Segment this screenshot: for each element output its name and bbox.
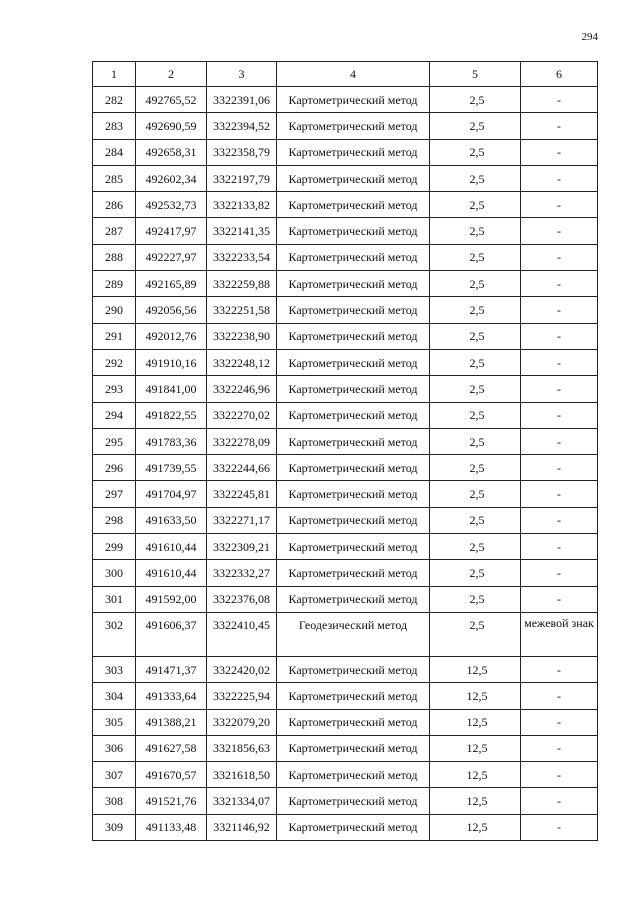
y-coordinate-cell: 3322248,12 xyxy=(207,349,277,375)
y-coordinate-cell: 3322133,82 xyxy=(207,192,277,218)
boundary-mark-cell: - xyxy=(521,244,598,270)
table-row xyxy=(93,139,598,165)
point-number-cell: 283 xyxy=(93,113,136,139)
table-row xyxy=(93,656,598,682)
table-row xyxy=(93,560,598,586)
table-row xyxy=(93,735,598,761)
x-coordinate-cell: 491704,97 xyxy=(136,481,207,507)
point-number-cell: 292 xyxy=(93,349,136,375)
x-coordinate-cell: 491610,44 xyxy=(136,534,207,560)
y-coordinate-cell: 3322245,81 xyxy=(207,481,277,507)
method-cell: Картометрический метод xyxy=(277,297,430,323)
x-coordinate-cell: 491521,76 xyxy=(136,788,207,814)
table-row xyxy=(93,113,598,139)
boundary-mark-cell: - xyxy=(521,87,598,113)
accuracy-cell: 2,5 xyxy=(430,481,521,507)
x-coordinate-cell: 491333,64 xyxy=(136,683,207,709)
accuracy-cell: 12,5 xyxy=(430,709,521,735)
method-cell: Картометрический метод xyxy=(277,87,430,113)
x-coordinate-cell: 492658,31 xyxy=(136,139,207,165)
boundary-mark-cell: - xyxy=(521,271,598,297)
accuracy-cell: 2,5 xyxy=(430,560,521,586)
table-row xyxy=(93,788,598,814)
y-coordinate-cell: 3322358,79 xyxy=(207,139,277,165)
y-coordinate-cell: 3322238,90 xyxy=(207,323,277,349)
method-cell: Картометрический метод xyxy=(277,165,430,191)
method-cell: Картометрический метод xyxy=(277,376,430,402)
point-number-cell: 299 xyxy=(93,534,136,560)
point-number-cell: 308 xyxy=(93,788,136,814)
boundary-mark-cell: - xyxy=(521,297,598,323)
point-number-cell: 293 xyxy=(93,376,136,402)
method-cell: Картометрический метод xyxy=(277,455,430,481)
x-coordinate-cell: 491471,37 xyxy=(136,656,207,682)
table-row xyxy=(93,455,598,481)
boundary-mark-cell: - xyxy=(521,534,598,560)
y-coordinate-cell: 3321334,07 xyxy=(207,788,277,814)
table-body xyxy=(93,87,598,841)
point-number-cell: 305 xyxy=(93,709,136,735)
method-cell: Картометрический метод xyxy=(277,560,430,586)
point-number-cell: 302 xyxy=(93,612,136,656)
x-coordinate-cell: 491670,57 xyxy=(136,762,207,788)
y-coordinate-cell: 3322394,52 xyxy=(207,113,277,139)
accuracy-cell: 2,5 xyxy=(430,376,521,402)
table-row xyxy=(93,762,598,788)
point-number-cell: 288 xyxy=(93,244,136,270)
method-cell: Картометрический метод xyxy=(277,788,430,814)
x-coordinate-cell: 491783,36 xyxy=(136,428,207,454)
method-cell: Картометрический метод xyxy=(277,349,430,375)
accuracy-cell: 12,5 xyxy=(430,683,521,709)
point-number-cell: 298 xyxy=(93,507,136,533)
table-row xyxy=(93,814,598,840)
point-number-cell: 290 xyxy=(93,297,136,323)
accuracy-cell: 2,5 xyxy=(430,271,521,297)
method-cell: Картометрический метод xyxy=(277,218,430,244)
boundary-mark-cell: - xyxy=(521,323,598,349)
boundary-mark-cell: - xyxy=(521,735,598,761)
table-row xyxy=(93,402,598,428)
method-cell: Картометрический метод xyxy=(277,683,430,709)
table-row xyxy=(93,244,598,270)
point-number-cell: 307 xyxy=(93,762,136,788)
point-number-cell: 304 xyxy=(93,683,136,709)
point-number-cell: 300 xyxy=(93,560,136,586)
method-cell: Картометрический метод xyxy=(277,323,430,349)
y-coordinate-cell: 3322259,88 xyxy=(207,271,277,297)
x-coordinate-cell: 492690,59 xyxy=(136,113,207,139)
boundary-mark-cell: - xyxy=(521,507,598,533)
accuracy-cell: 2,5 xyxy=(430,534,521,560)
accuracy-cell: 12,5 xyxy=(430,735,521,761)
accuracy-cell: 2,5 xyxy=(430,297,521,323)
x-coordinate-cell: 491739,55 xyxy=(136,455,207,481)
boundary-mark-cell: - xyxy=(521,560,598,586)
page-number: 294 xyxy=(581,31,598,43)
table-row xyxy=(93,507,598,533)
column-header: 2 xyxy=(136,62,207,87)
method-cell: Картометрический метод xyxy=(277,586,430,612)
point-number-cell: 291 xyxy=(93,323,136,349)
y-coordinate-cell: 3322410,45 xyxy=(207,612,277,656)
x-coordinate-cell: 491633,50 xyxy=(136,507,207,533)
method-cell: Картометрический метод xyxy=(277,709,430,735)
x-coordinate-cell: 492056,56 xyxy=(136,297,207,323)
point-number-cell: 303 xyxy=(93,656,136,682)
accuracy-cell: 12,5 xyxy=(430,656,521,682)
x-coordinate-cell: 491606,37 xyxy=(136,612,207,656)
boundary-mark-cell: - xyxy=(521,586,598,612)
boundary-mark-cell: - xyxy=(521,165,598,191)
method-cell: Картометрический метод xyxy=(277,814,430,840)
accuracy-cell: 2,5 xyxy=(430,455,521,481)
accuracy-cell: 2,5 xyxy=(430,612,521,656)
accuracy-cell: 2,5 xyxy=(430,349,521,375)
method-cell: Картометрический метод xyxy=(277,656,430,682)
y-coordinate-cell: 3321146,92 xyxy=(207,814,277,840)
table-row xyxy=(93,683,598,709)
table-row xyxy=(93,297,598,323)
x-coordinate-cell: 492165,89 xyxy=(136,271,207,297)
boundary-mark-cell: - xyxy=(521,402,598,428)
boundary-mark-cell: - xyxy=(521,349,598,375)
point-number-cell: 309 xyxy=(93,814,136,840)
x-coordinate-cell: 491610,44 xyxy=(136,560,207,586)
point-number-cell: 297 xyxy=(93,481,136,507)
column-header: 4 xyxy=(277,62,430,87)
table-row xyxy=(93,165,598,191)
x-coordinate-cell: 491133,48 xyxy=(136,814,207,840)
column-header: 6 xyxy=(521,62,598,87)
table-row xyxy=(93,376,598,402)
table-header-row xyxy=(93,62,598,87)
x-coordinate-cell: 492227,97 xyxy=(136,244,207,270)
accuracy-cell: 2,5 xyxy=(430,139,521,165)
x-coordinate-cell: 491592,00 xyxy=(136,586,207,612)
boundary-mark-cell: - xyxy=(521,683,598,709)
point-number-cell: 285 xyxy=(93,165,136,191)
method-cell: Картометрический метод xyxy=(277,735,430,761)
x-coordinate-cell: 491627,58 xyxy=(136,735,207,761)
table-row xyxy=(93,271,598,297)
boundary-mark-cell: - xyxy=(521,455,598,481)
accuracy-cell: 2,5 xyxy=(430,586,521,612)
method-cell: Картометрический метод xyxy=(277,139,430,165)
accuracy-cell: 2,5 xyxy=(430,244,521,270)
boundary-mark-cell: - xyxy=(521,113,598,139)
accuracy-cell: 2,5 xyxy=(430,165,521,191)
x-coordinate-cell: 491388,21 xyxy=(136,709,207,735)
point-number-cell: 286 xyxy=(93,192,136,218)
y-coordinate-cell: 3322079,20 xyxy=(207,709,277,735)
y-coordinate-cell: 3322391,06 xyxy=(207,87,277,113)
method-cell: Картометрический метод xyxy=(277,192,430,218)
method-cell: Картометрический метод xyxy=(277,534,430,560)
column-header: 3 xyxy=(207,62,277,87)
point-number-cell: 301 xyxy=(93,586,136,612)
y-coordinate-cell: 3322251,58 xyxy=(207,297,277,323)
y-coordinate-cell: 3322271,17 xyxy=(207,507,277,533)
method-cell: Картометрический метод xyxy=(277,762,430,788)
y-coordinate-cell: 3322225,94 xyxy=(207,683,277,709)
method-cell: Картометрический метод xyxy=(277,113,430,139)
accuracy-cell: 2,5 xyxy=(430,87,521,113)
method-cell: Картометрический метод xyxy=(277,481,430,507)
y-coordinate-cell: 3322270,02 xyxy=(207,402,277,428)
accuracy-cell: 2,5 xyxy=(430,113,521,139)
method-cell: Картометрический метод xyxy=(277,428,430,454)
table-row xyxy=(93,349,598,375)
boundary-mark-cell: - xyxy=(521,788,598,814)
method-cell: Картометрический метод xyxy=(277,402,430,428)
table-row xyxy=(93,428,598,454)
y-coordinate-cell: 3321618,50 xyxy=(207,762,277,788)
accuracy-cell: 2,5 xyxy=(430,402,521,428)
boundary-mark-cell: - xyxy=(521,481,598,507)
y-coordinate-cell: 3322141,35 xyxy=(207,218,277,244)
method-cell: Картометрический метод xyxy=(277,244,430,270)
x-coordinate-cell: 491822,55 xyxy=(136,402,207,428)
point-number-cell: 284 xyxy=(93,139,136,165)
point-number-cell: 306 xyxy=(93,735,136,761)
boundary-mark-cell: - xyxy=(521,428,598,454)
accuracy-cell: 12,5 xyxy=(430,788,521,814)
y-coordinate-cell: 3322332,27 xyxy=(207,560,277,586)
accuracy-cell: 2,5 xyxy=(430,323,521,349)
boundary-mark-cell: - xyxy=(521,814,598,840)
boundary-mark-cell: - xyxy=(521,192,598,218)
x-coordinate-cell: 491841,00 xyxy=(136,376,207,402)
x-coordinate-cell: 492765,52 xyxy=(136,87,207,113)
y-coordinate-cell: 3322278,09 xyxy=(207,428,277,454)
boundary-mark-cell: - xyxy=(521,376,598,402)
y-coordinate-cell: 3322376,08 xyxy=(207,586,277,612)
point-number-cell: 282 xyxy=(93,87,136,113)
boundary-mark-cell: межевой знак xyxy=(521,612,598,656)
x-coordinate-cell: 492417,97 xyxy=(136,218,207,244)
x-coordinate-cell: 492012,76 xyxy=(136,323,207,349)
table-row xyxy=(93,481,598,507)
accuracy-cell: 2,5 xyxy=(430,192,521,218)
point-number-cell: 296 xyxy=(93,455,136,481)
y-coordinate-cell: 3322233,54 xyxy=(207,244,277,270)
accuracy-cell: 2,5 xyxy=(430,428,521,454)
column-header: 1 xyxy=(93,62,136,87)
boundary-mark-cell: - xyxy=(521,139,598,165)
accuracy-cell: 12,5 xyxy=(430,814,521,840)
point-number-cell: 295 xyxy=(93,428,136,454)
table-row xyxy=(93,218,598,244)
accuracy-cell: 2,5 xyxy=(430,218,521,244)
method-cell: Геодезический метод xyxy=(277,612,430,656)
boundary-mark-cell: - xyxy=(521,709,598,735)
table-row xyxy=(93,192,598,218)
point-number-cell: 287 xyxy=(93,218,136,244)
y-coordinate-cell: 3322244,66 xyxy=(207,455,277,481)
column-header: 5 xyxy=(430,62,521,87)
boundary-mark-cell: - xyxy=(521,656,598,682)
y-coordinate-cell: 3321856,63 xyxy=(207,735,277,761)
point-number-cell: 289 xyxy=(93,271,136,297)
table-row xyxy=(93,323,598,349)
table-row xyxy=(93,586,598,612)
accuracy-cell: 2,5 xyxy=(430,507,521,533)
y-coordinate-cell: 3322246,96 xyxy=(207,376,277,402)
x-coordinate-cell: 491910,16 xyxy=(136,349,207,375)
x-coordinate-cell: 492602,34 xyxy=(136,165,207,191)
table-row xyxy=(93,612,598,656)
table-row xyxy=(93,87,598,113)
table-row xyxy=(93,534,598,560)
boundary-mark-cell: - xyxy=(521,762,598,788)
y-coordinate-cell: 3322197,79 xyxy=(207,165,277,191)
table-row xyxy=(93,709,598,735)
y-coordinate-cell: 3322309,21 xyxy=(207,534,277,560)
coordinates-table xyxy=(92,61,598,841)
y-coordinate-cell: 3322420,02 xyxy=(207,656,277,682)
method-cell: Картометрический метод xyxy=(277,507,430,533)
boundary-mark-cell: - xyxy=(521,218,598,244)
point-number-cell: 294 xyxy=(93,402,136,428)
method-cell: Картометрический метод xyxy=(277,271,430,297)
accuracy-cell: 12,5 xyxy=(430,762,521,788)
x-coordinate-cell: 492532,73 xyxy=(136,192,207,218)
